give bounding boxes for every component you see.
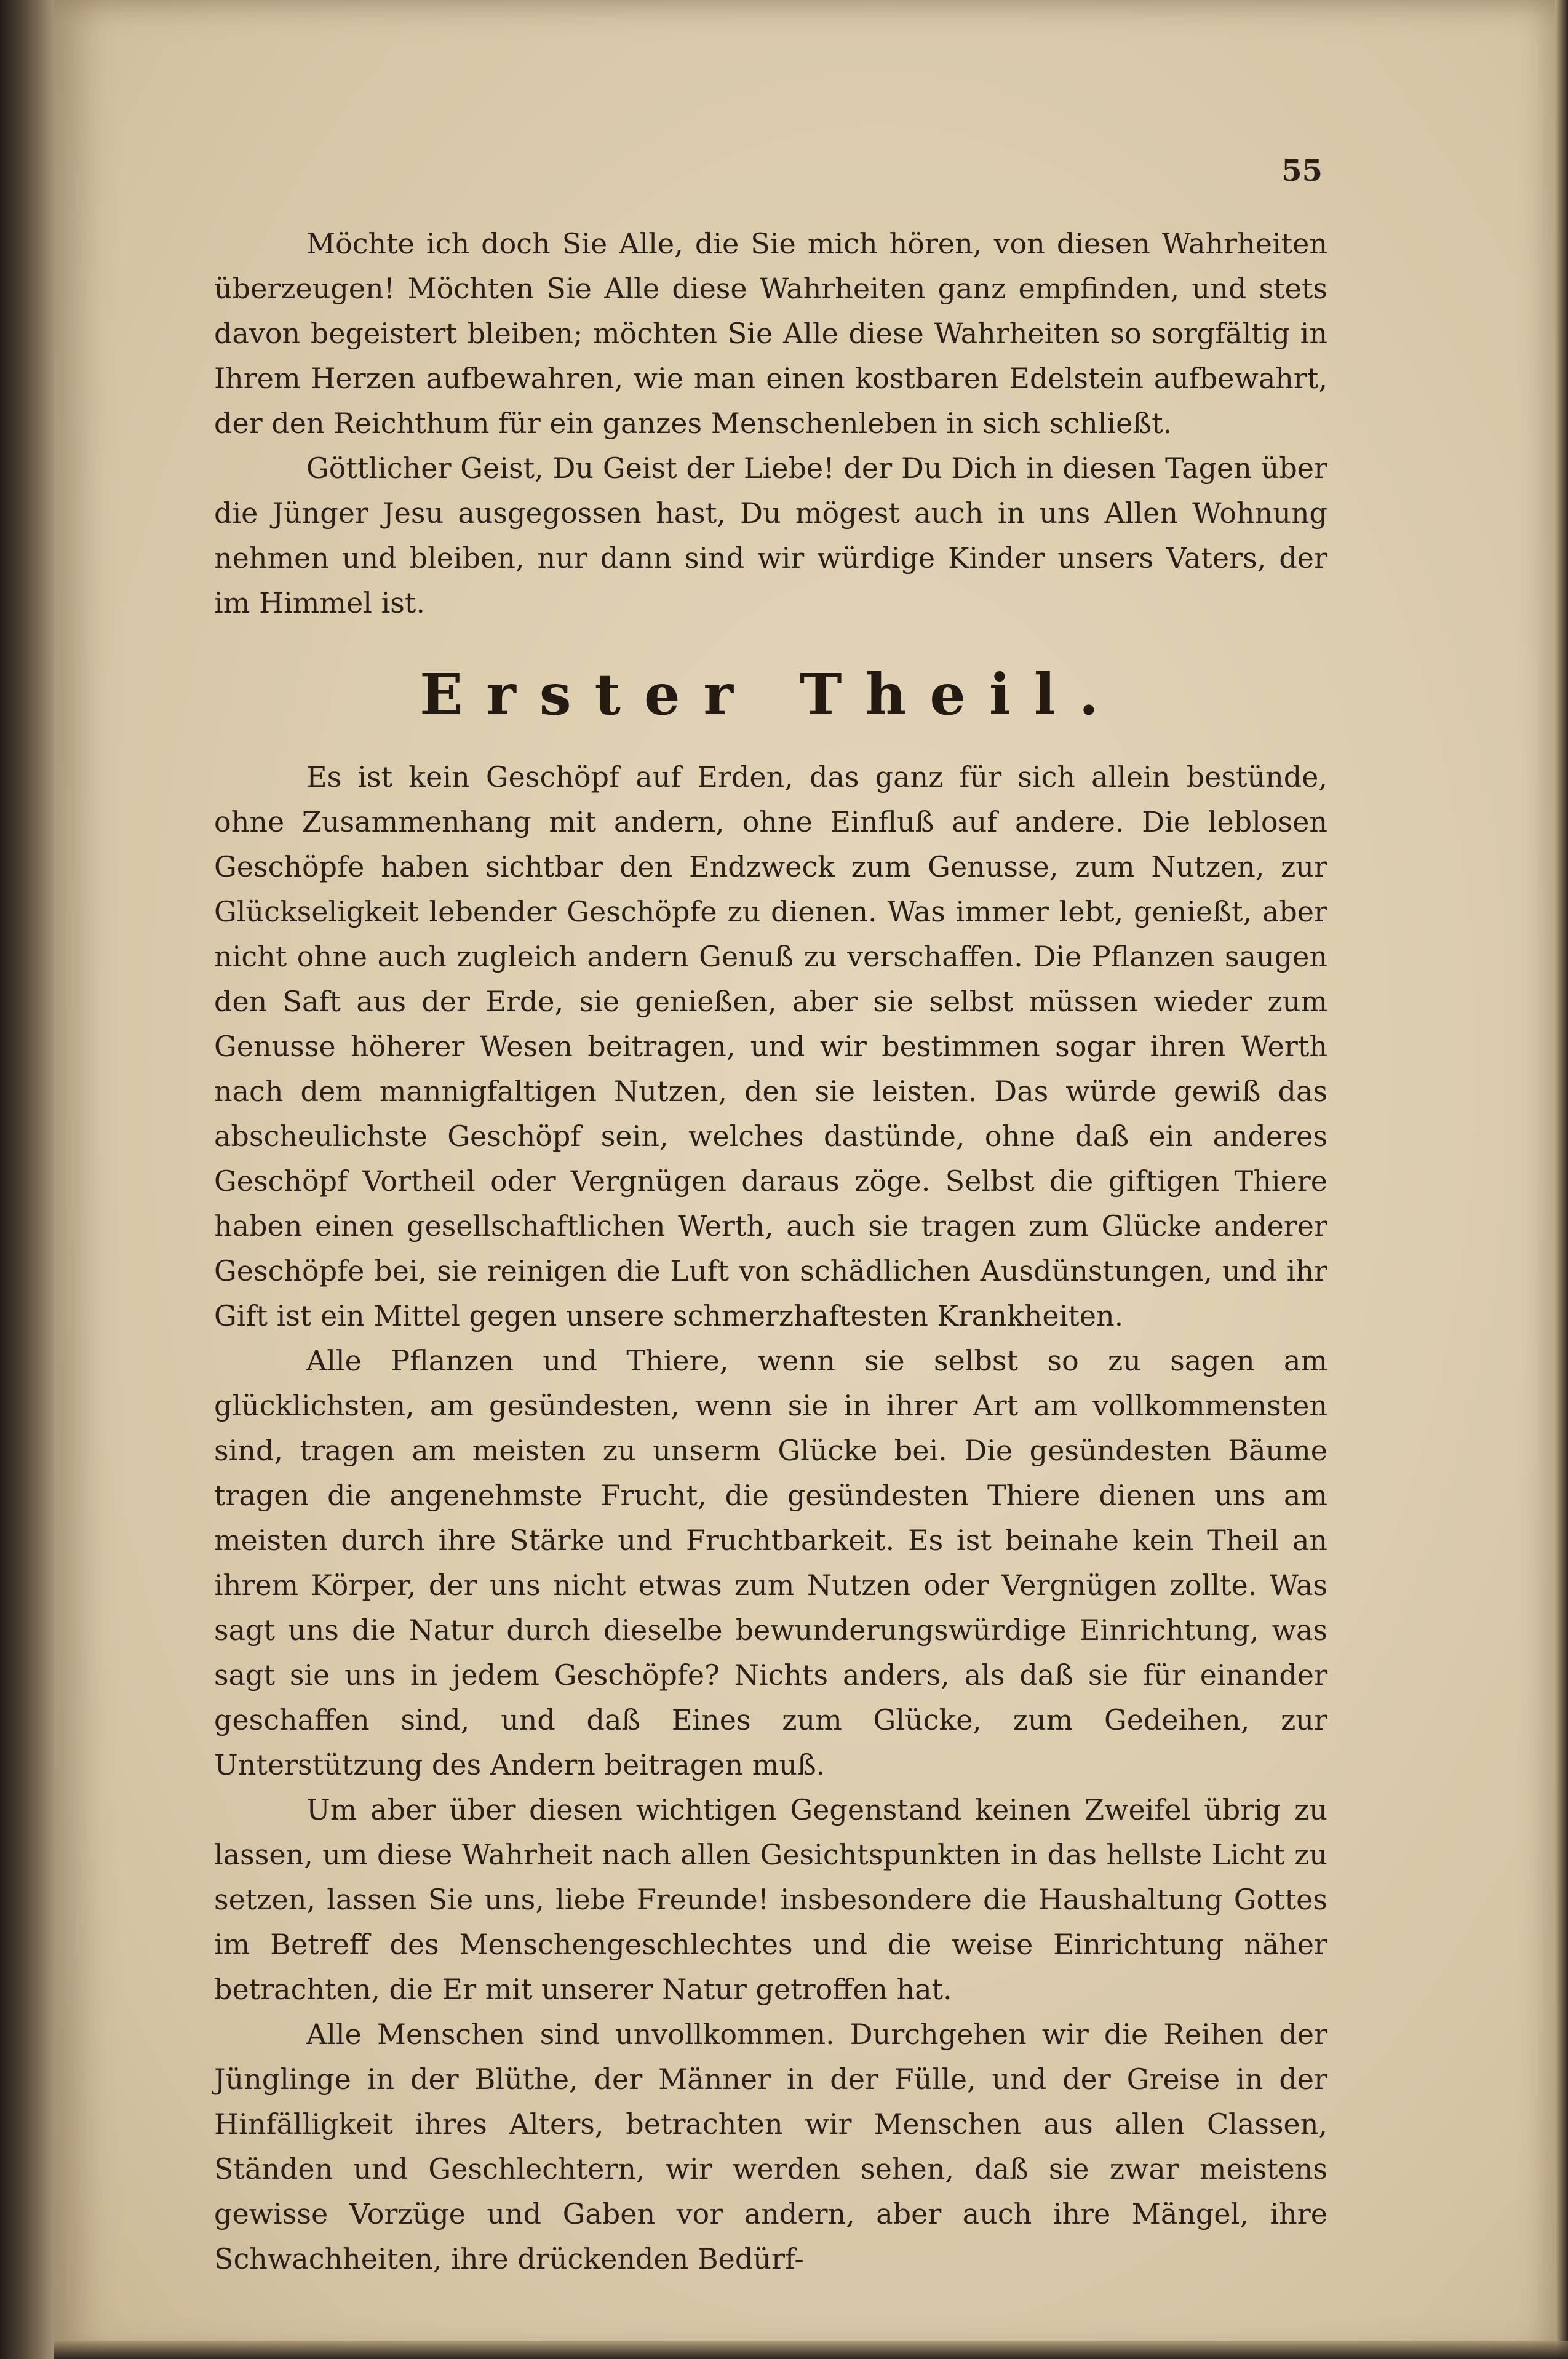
page-number: 55 [1281,154,1323,188]
intro-paragraph-1: Möchte ich doch Sie Alle, die Sie mich hören, von diesen Wahrheiten überzeugen! Möchten Sie Alle diese Wahrheiten ganz empfinden, und stets davon begeistert bleiben; möchten Sie Alle diese Wahrheiten so sorgfältig in Ihrem Herzen aufbewahren, wie man einen kostbaren Edelstein aufbewahrt, der den Reichthum für ein ganzes Menschenleben in sich schließt. [214,227,1327,440]
section-paragraph-4: Alle Menschen sind unvollkommen. Durchgehen wir die Reihen der Jünglinge in der Blüthe, der Männer in der Fülle, und der Greise in der Hinfälligkeit ihres Alters, betrachten wir Menschen aus allen Classen, Ständen und Geschlechtern, wir werden sehen, daß sie zwar meistens gewisse Vorzüge und Gaben vor andern, aber auch ihre Mängel, ihre Schwachheiten, ihre drückenden Bedürf- [214,2018,1327,2275]
page-bottom-edge [54,2341,1568,2359]
book-binding-edge [0,0,55,2359]
section-heading: Erster Theil. [420,661,1122,728]
page-text [214,221,1327,2281]
section-paragraph-3: Um aber über diesen wichtigen Gegenstand keinen Zweifel übrig zu lassen, um diese Wahrheit nach allen Gesichtspunkten in das hellste Licht zu setzen, lassen Sie uns, liebe Freunde! insbesondere die Haushaltung Gottes im Betreff des Menschengeschlechtes und die weise Einrichtung näher betrachten, die Er mit unserer Natur getroffen hat. [214,1793,1327,2006]
page-right-edge [1555,0,1568,2359]
section-paragraph-1: Es ist kein Geschöpf auf Erden, das ganz für sich allein bestünde, ohne Zusammenhang mit andern, ohne Einfluß auf andere. Die leblosen Geschöpfe haben sichtbar den Endzweck zum Genusse, zum Nutzen, zur Glückseligkeit lebender Geschöpfe zu dienen. Was immer lebt, genießt, aber nicht ohne auch zugleich andern Genuß zu verschaffen. Die Pflanzen saugen den Saft aus der Erde, sie genießen, aber sie selbst müssen wieder zum Genusse höherer Wesen beitragen, und wir bestimmen sogar ihren Werth nach dem mannigfaltigen Nutzen, den sie leisten. Das würde gewiß das abscheulichste Geschöpf sein, welches dastünde, ohne daß ein anderes Geschöpf Vortheil oder Vergnügen daraus zöge. Selbst die giftigen Thiere haben einen gesellschaftlichen Werth, auch sie tragen zum Glücke anderer Geschöpfe bei, sie reinigen die Luft von schädlichen Ausdünstungen, und ihr Gift ist ein Mittel gegen unsere schmerzhaftesten Krankheiten. [214,760,1327,1332]
section-paragraph-2: Alle Pflanzen und Thiere, wenn sie selbst so zu sagen am glücklichsten, am gesündesten, wenn sie in ihrer Art am vollkommensten sind, tragen am meisten zu unserm Glücke bei. Die gesündesten Bäume tragen die angenehmste Frucht, die gesündesten Thiere dienen uns am meisten durch ihre Stärke und Fruchtbarkeit. Es ist beinahe kein Theil an ihrem Körper, der uns nicht etwas zum Nutzen oder Vergnügen zollte. Was sagt uns die Natur durch dieselbe bewunderungswürdige Einrichtung, was sagt sie uns in jedem Geschöpfe? Nichts anders, als daß sie für einander geschaffen sind, und daß Eines zum Glücke, zum Gedeihen, zur Unterstützung des Andern beitragen muß. [214,1344,1327,1781]
intro-paragraph-2: Göttlicher Geist, Du Geist der Liebe! der Du Dich in diesen Tagen über die Jünger Jesu ausgegossen hast, Du mögest auch in uns Allen Wohnung nehmen und bleiben, nur dann sind wir würdige Kinder unsers Vaters, der im Himmel ist. [214,452,1327,619]
